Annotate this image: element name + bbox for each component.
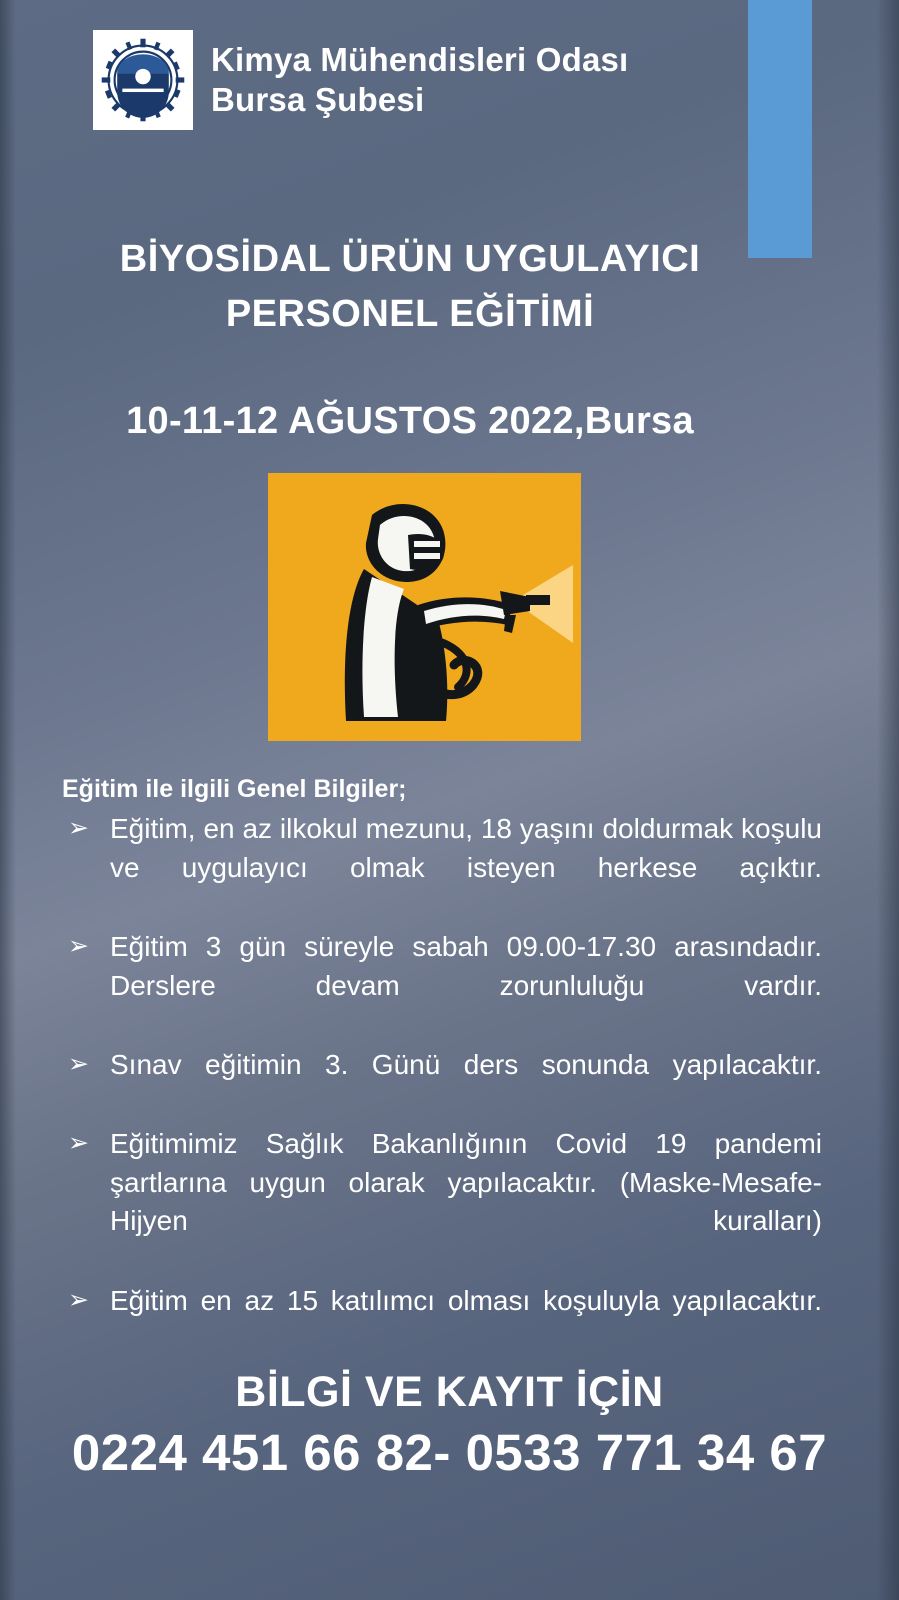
info-heading: Eğitim ile ilgili Genel Bilgiler; — [62, 775, 407, 803]
organization-logo — [93, 30, 193, 130]
bullet-arrow-icon: ➢ — [68, 931, 89, 960]
contact-footer — [0, 1368, 899, 1482]
list-item — [62, 928, 822, 1044]
right-edge-shade — [877, 0, 899, 1600]
general-info-section — [62, 775, 822, 1361]
list-item-text: Eğitim en az 15 katılımcı olması koşuluyla yapılacaktır. — [110, 1284, 822, 1316]
list-item — [62, 1282, 822, 1359]
info-bullet-list — [62, 810, 822, 1359]
event-date: 10-11-12 AĞUSTOS 2022,Bursa — [126, 400, 694, 442]
list-item — [62, 810, 822, 926]
organization-name: Kimya Mühendisleri Odası Bursa Şubesi — [211, 40, 629, 118]
bullet-arrow-icon: ➢ — [68, 814, 89, 842]
list-item-text: Eğitim, en az ilkokul mezunu, 18 yaşını doldurmak koşulu ve uygulayıcı olmak isteyen herkese açıktır. — [110, 813, 822, 883]
bullet-arrow-icon: ➢ — [68, 1285, 89, 1314]
list-item-text: Eğitim 3 gün süreyle sabah 09.00-17.30 arasındadır. Derslere devam zorunluluğu vardır. — [110, 930, 822, 1001]
bullet-arrow-icon: ➢ — [68, 1049, 89, 1078]
bullet-arrow-icon: ➢ — [68, 1129, 89, 1157]
list-item — [62, 1125, 822, 1280]
header — [93, 30, 628, 130]
contact-title: BİLGİ VE KAYIT İÇİN — [235, 1368, 664, 1416]
contact-phone-numbers: 0224 451 66 82- 0533 771 34 67 — [71, 1424, 828, 1481]
list-item — [62, 1046, 822, 1123]
gear-emblem-icon — [100, 37, 186, 123]
title-block — [0, 232, 820, 342]
blue-accent-bar — [748, 0, 812, 258]
page-title: BİYOSİDAL ÜRÜN UYGULAYICI PERSONEL EĞİTİMİ — [119, 238, 701, 336]
list-item-text: Sınav eğitimin 3. Günü ders sonunda yapılacaktır. — [110, 1048, 822, 1080]
list-item-text: Eğitimimiz Sağlık Bakanlığının Covid 19 pandemi şartlarına uygun olarak yapılacaktır. (Maske-Mesafe-Hijyen kuralları) — [110, 1128, 822, 1237]
sprayer-worker-illustration — [268, 473, 581, 741]
